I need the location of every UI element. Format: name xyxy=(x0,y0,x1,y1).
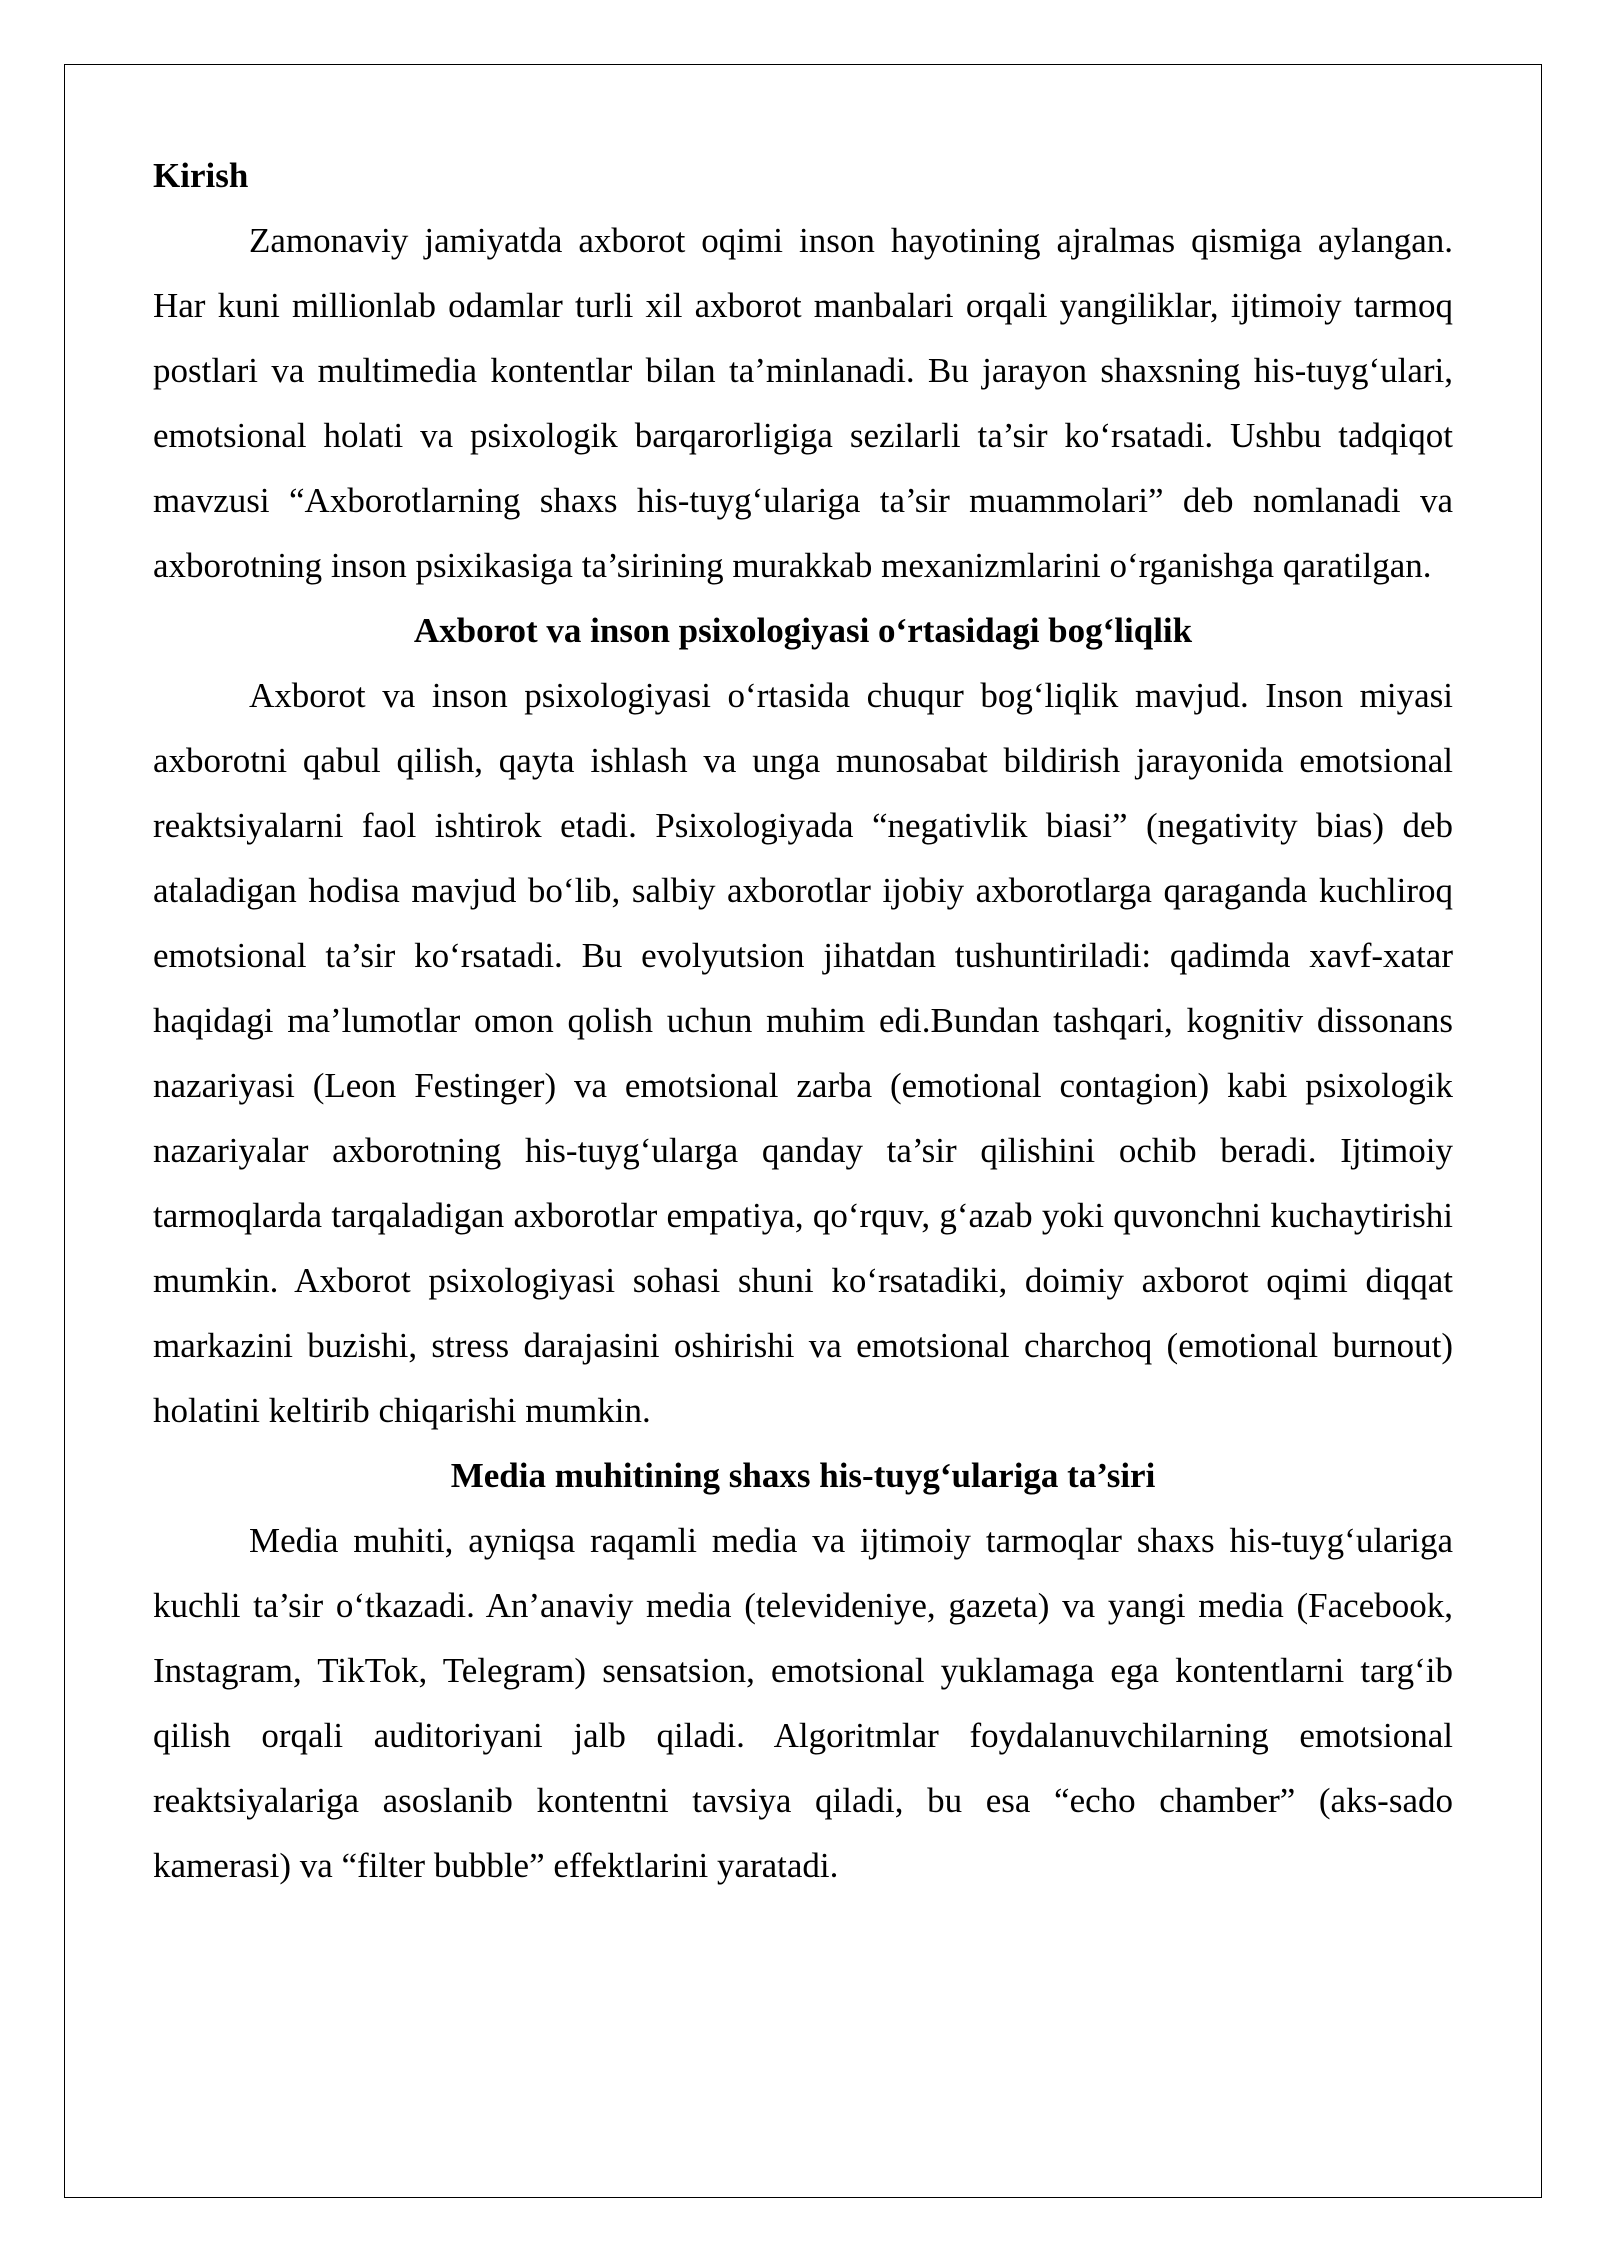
paragraph-media-muhiti: Media muhiti, ayniqsa raqamli media va ijtimoiy tarmoqlar shaxs his-tuyg‘ulariga kuchli ta’sir o‘tkazadi. An’anaviy media (televideniye, gazeta) va yangi media (Facebook, Instagram, TikTok, Telegram) sensatsion, emotsional yuklamaga ega kontentlarni targ‘ib qilish orqali auditoriyani jalb qiladi. Algoritmlar foydalanuvchilarning emotsional reaktsiyalariga asoslanib kontentni tavsiya qiladi, bu esa “echo chamber” (aks-sado kamerasi) va “filter bubble” effektlarini yaratadi. xyxy=(153,1521,1453,1885)
heading-axborot-psixologiya: Axborot va inson psixologiyasi o‘rtasidagi bog‘liqlik xyxy=(413,611,1193,650)
document-body xyxy=(153,143,1453,1898)
heading-kirish: Kirish xyxy=(153,156,249,195)
heading-media-muhiti: Media muhitining shaxs his-tuyg‘ulariga ta’siri xyxy=(450,1456,1156,1495)
paragraph-kirish: Zamonaviy jamiyatda axborot oqimi inson hayotining ajralmas qismiga aylangan. Har kuni millionlab odamlar turli xil axborot manbalari orqali yangiliklar, ijtimoiy tarmoq postlari va multimedia kontentlar bilan ta’minlanadi. Bu jarayon shaxsning his-tuyg‘ulari, emotsional holati va psixologik barqarorligiga sezilarli ta’sir ko‘rsatadi. Ushbu tadqiqot mavzusi “Axborotlarning shaxs his-tuyg‘ulariga ta’sir muammolari” deb nomlanadi va axborotning inson psixikasiga ta’sirining murakkab mexanizmlarini o‘rganishga qaratilgan. xyxy=(153,221,1453,585)
paragraph-axborot-psixologiya: Axborot va inson psixologiyasi o‘rtasida chuqur bog‘liqlik mavjud. Inson miyasi axborotni qabul qilish, qayta ishlash va unga munosabat bildirish jarayonida emotsional reaktsiyalarni faol ishtirok etadi. Psixologiyada “negativlik biasi” (negativity bias) deb ataladigan hodisa mavjud bo‘lib, salbiy axborotlar ijobiy axborotlarga qaraganda kuchliroq emotsional ta’sir ko‘rsatadi. Bu evolyutsion jihatdan tushuntiriladi: qadimda xavf-xatar haqidagi ma’lumotlar omon qolish uchun muhim edi.Bundan tashqari, kognitiv dissonans nazariyasi (Leon Festinger) va emotsional zarba (emotional contagion) kabi psixologik nazariyalar axborotning his-tuyg‘ularga qanday ta’sir qilishini ochib beradi. Ijtimoiy tarmoqlarda tarqaladigan axborotlar empatiya, qo‘rquv, g‘azab yoki quvonchni kuchaytirishi mumkin. Axborot psixologiyasi sohasi shuni ko‘rsatadiki, doimiy axborot oqimi diqqat markazini buzishi, stress darajasini oshirishi va emotsional charchoq (emotional burnout) holatini keltirib chiqarishi mumkin. xyxy=(153,676,1453,1430)
